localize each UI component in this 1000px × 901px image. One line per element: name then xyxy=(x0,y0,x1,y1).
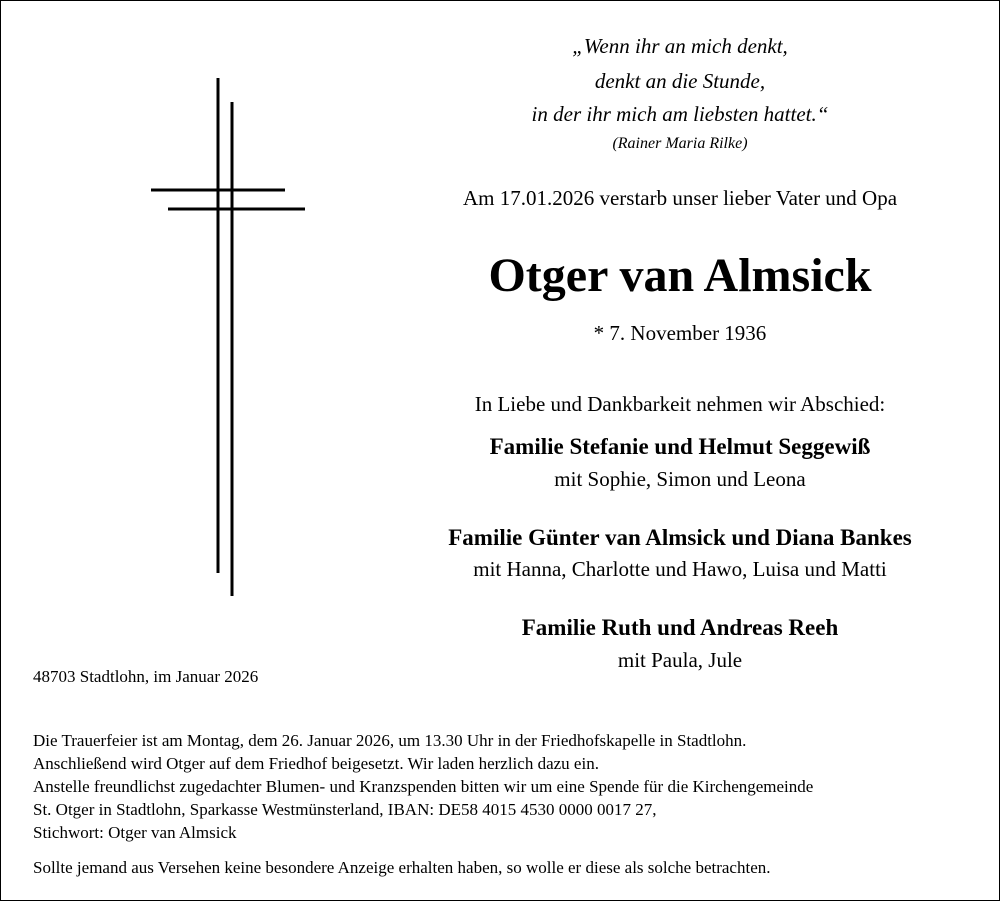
family-name-2: Familie Günter van Almsick und Diana Bankes xyxy=(448,525,912,550)
family-name-3: Familie Ruth und Andreas Reeh xyxy=(521,615,839,640)
details-line-5: Stichwort: Otger van Almsick xyxy=(33,823,237,842)
quote-line-2: denkt an die Stunde, xyxy=(594,69,766,93)
details-line-4: St. Otger in Stadtlohn, Sparkasse Westmünsterland, IBAN: DE58 4015 4530 0000 0017 27, xyxy=(33,800,657,819)
quote-line-1: „Wenn ihr an mich denkt, xyxy=(572,34,788,58)
farewell-text: In Liebe und Dankbarkeit nehmen wir Abschied: xyxy=(474,392,886,416)
main-column xyxy=(380,0,980,680)
place-date: 48703 Stadtlohn, im Januar 2026 xyxy=(33,667,259,686)
birth-date: * 7. November 1936 xyxy=(593,321,767,345)
family-members-2: mit Hanna, Charlotte und Hawo, Luisa und Matti xyxy=(473,557,887,581)
quote-line-3: in der ihr mich am liebsten hattet.“ xyxy=(531,102,829,126)
family-members-1: mit Sophie, Simon und Leona xyxy=(554,467,806,491)
details-line-1: Die Trauerfeier ist am Montag, dem 26. Januar 2026, um 13.30 Uhr in der Friedhofskapelle in Stadtlohn. xyxy=(33,731,747,750)
closing-note: Sollte jemand aus Versehen keine besondere Anzeige erhalten haben, so wolle er diese als solche betrachten. xyxy=(33,858,771,877)
death-announcement: Am 17.01.2026 verstarb unser lieber Vater und Opa xyxy=(462,186,898,210)
deceased-name: Otger van Almsick xyxy=(488,249,872,302)
quote-author: (Rainer Maria Rilke) xyxy=(612,135,748,152)
details-line-2: Anschließend wird Otger auf dem Friedhof beigesetzt. Wir laden herzlich dazu ein. xyxy=(33,754,599,773)
family-members-3: mit Paula, Jule xyxy=(617,648,743,672)
family-name-1: Familie Stefanie und Helmut Seggewiß xyxy=(489,434,871,459)
cross-icon xyxy=(140,70,320,610)
details-line-3: Anstelle freundlichst zugedachter Blumen- und Kranzspenden bitten wir um eine Spende für die Kirchengemeinde xyxy=(33,777,814,796)
